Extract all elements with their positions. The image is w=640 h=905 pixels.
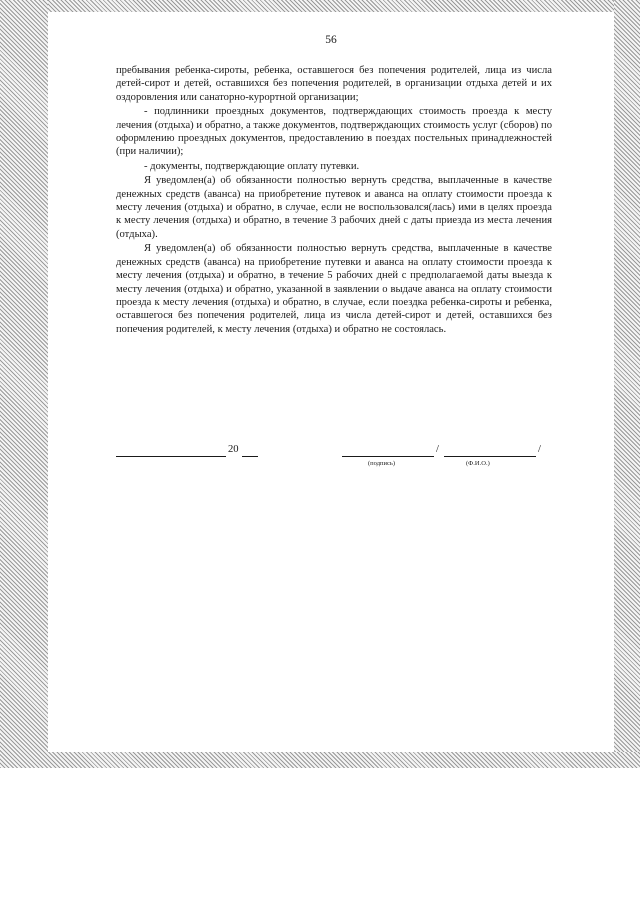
year-line: [242, 456, 258, 457]
name-caption: (Ф.И.О.): [466, 460, 490, 467]
page-number: 56: [325, 34, 337, 46]
signature-caption: (подпись): [368, 460, 395, 467]
date-line: [116, 456, 226, 457]
document-body: [116, 64, 552, 336]
scan-frame-bottom: [0, 752, 640, 768]
signature-line: [342, 456, 434, 457]
scan-frame-left: [0, 0, 48, 768]
year-prefix: 20: [228, 444, 239, 455]
document-sheet: [48, 12, 614, 752]
paragraph-continuation: пребывания ребенка-сироты, ребенка, оставшегося без попечения родителей, лица из числа детей-сирот и детей, оставшихся без попечения родителей, в организации отдыха детей и их оздоровления или санаторно-курортной организации;: [116, 65, 552, 103]
separator-slash: /: [436, 444, 439, 455]
paragraph-payment-documents: - документы, подтверждающие оплату путевки.: [144, 160, 360, 172]
scan-frame-right: [614, 0, 640, 768]
paragraph-notice-5-days: Я уведомлен(а) об обязанности полностью вернуть средства, выплаченные в качестве денежных средств (аванса) на приобретение путевки и аванса на оплату стоимости проезда к месту лечения (отдыха) и обратно, в течение 5 рабочих дней с предполагаемой даты выезда к месту лечения (отдыха) и обратно, указанной в заявлении о выдаче аванса на оплату стоимости проезда к месту лечения (отдыха) и обратно, в случае, если поездка ребенка-сироты и ребенка, оставшегося без попечения родителей, лица из числа детей-сирот и детей, оставшихся без попечения родителей, к месту лечения (отдыха) и обратно не состоялась.: [116, 243, 552, 335]
paragraph-notice-3-days: Я уведомлен(а) об обязанности полностью вернуть средства, выплаченные в качестве денежных средств (аванса) на приобретение путевок и аванса на оплату стоимости проезда к месту лечения (отдыха) и обратно, в случае, если не воспользовался(лась) ими в целях проезда к месту лечения (отдыха) и обратно, в течение 3 рабочих дней с даты приезда из места лечения (отдыха).: [116, 175, 552, 240]
scan-frame-top: [0, 0, 640, 12]
name-line: [444, 456, 536, 457]
paragraph-travel-documents: - подлинники проездных документов, подтверждающих стоимость проезда к месту лечения (отдыха) и обратно, а также документов, подтверждающих стоимость услуг (сборов) по оформлению проездных документов, предоставлению в поездах постельных принадлежностей (при наличии);: [116, 106, 552, 158]
separator-slash-end: /: [538, 444, 541, 455]
signature-row: [116, 444, 556, 472]
